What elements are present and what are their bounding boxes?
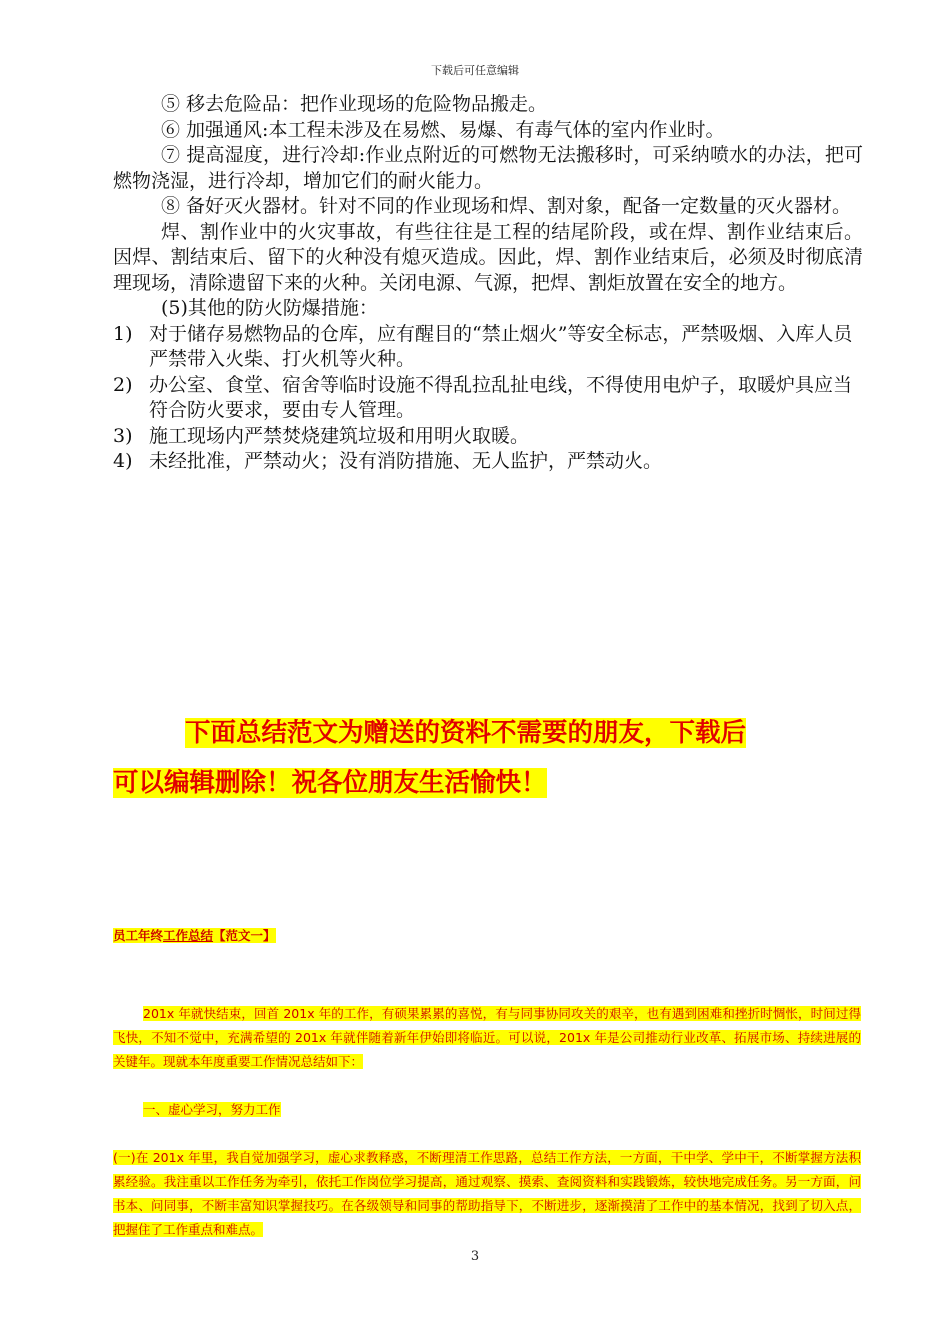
list-number: 2) [113, 373, 133, 396]
measure-item-5: ⑤ 移去危险品：把作业现场的危险物品搬走。 [161, 93, 548, 115]
summary-title-link[interactable]: 工作总结 [163, 928, 214, 943]
page-header: 下载后可任意编辑 [431, 64, 519, 77]
list-text: 对于储存易燃物品的仓库，应有醒目的“禁止烟火”等安全标志，严禁吸烟、入库人员严禁带入火柴、打火机等火种。 [149, 322, 853, 370]
fire-paragraph: 焊、割作业中的火灾事故，有些往往是工程的结尾阶段，或在焊、割作业结束后。因焊、割结束后、留下的火种没有熄灭造成。因此，焊、割作业结束后，必须及时彻底清理现场，清除遗留下来的火种。关闭电源、气源，把焊、割炬放置在安全的地方。 [113, 220, 863, 294]
measure-item-6: ⑥ 加强通风:本工程未涉及在易燃、易爆、有毒气体的室内作业时。 [161, 118, 725, 141]
summary-title-suffix: 【范文一】 [213, 928, 276, 943]
list-text: 未经批准，严禁动火；没有消防措施、无人监护，严禁动火。 [149, 450, 663, 472]
list-number: 1) [113, 322, 133, 345]
list-item [113, 449, 863, 475]
summary-intro: 201x 年就快结束，回首 201x 年的工作，有硕果累累的喜悦，有与同事协同攻关的艰辛，也有遇到困难和挫折时惆怅，时间过得飞快，不知不觉中，充满希望的 201x 年就伴随着新年伊始即将临近。可以说，201x 年是公司推动行业改革、拓展市场、持续进展的关键年。现就本年度重要工作情况总结如下： [113, 1006, 861, 1069]
measure-item-8: ⑧ 备好灭火器材。针对不同的作业现场和焊、割对象，配备一定数量的灭火器材。 [161, 195, 852, 217]
list-text: 办公室、食堂、宿舍等临时设施不得乱拉乱扯电线，不得使用电炉子，取暖炉具应当符合防火要求，要由专人管理。 [149, 373, 853, 421]
list-number: 4) [113, 450, 133, 472]
summary-title [113, 924, 861, 948]
measure-item-7: ⑦ 提高湿度，进行冷却:作业点附近的可燃物无法搬移时，可采纳喷水的办法，把可燃物浇湿，进行冷却，增加它们的耐火能力。 [113, 144, 863, 192]
list-item [113, 322, 863, 373]
notice-line-2: 可以编辑删除！祝各位朋友生活愉快！ [113, 768, 547, 798]
list-number: 3) [113, 424, 133, 447]
gift-notice [113, 708, 853, 808]
page-number: 3 [470, 1249, 480, 1264]
summary-title-prefix: 员工年终 [113, 928, 164, 943]
section-5-heading: (5)其他的防火防爆措施： [161, 297, 378, 319]
summary-paragraph-1: (一)在 201x 年里，我自觉加强学习，虚心求教释惑，不断理清工作思路，总结工作方法，一方面，干中学、学中干，不断掌握方法积累经验。我注重以工作任务为牵引，依托工作岗位学习提高，通过观察、摸索、查阅资料和实践锻炼，较快地完成任务。另一方面，问书本、问同事，不断丰富知识掌握技巧。在各级领导和同事的帮助指导下，不断进步，逐渐摸清了工作中的基本情况，找到了切入点，把握住了工作重点和难点。 [113, 1150, 861, 1237]
list-item [113, 373, 863, 424]
summary-sample [113, 924, 861, 1242]
summary-heading-1: 一、虚心学习，努力工作 [143, 1102, 281, 1117]
main-body [113, 92, 863, 475]
list-text: 施工现场内严禁焚烧建筑垃圾和用明火取暖。 [149, 424, 530, 447]
notice-line-1: 下面总结范文为赠送的资料不需要的朋友，下载后 [185, 718, 747, 748]
list-item [113, 424, 863, 450]
